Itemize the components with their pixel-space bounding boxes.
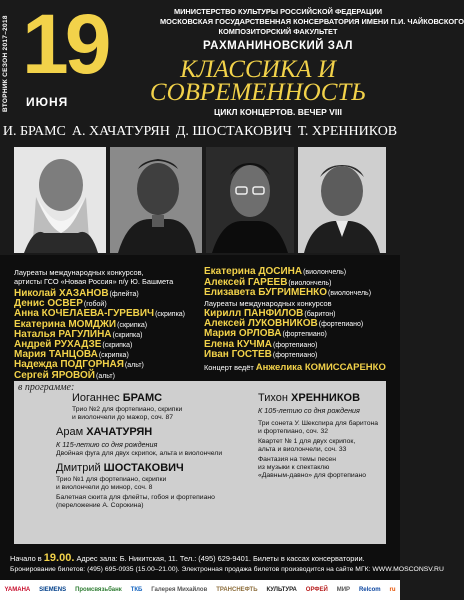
performer-rukhadze: Андрей РУХАДЗЕ(скрипка) [14,339,133,350]
performer-podgornaya: Надежда ПОДГОРНАЯ(альт) [14,359,144,371]
program-khrennikov-note: К 105-летию со дня рождения [258,406,360,415]
sponsor-kultura: КУЛЬТУРА [266,587,297,593]
program-shostakovich-name: Дмитрий ШОСТАКОВИЧ [56,462,184,474]
performer-ragulina: Наталья РАГУЛИНА(скрипка) [14,328,143,340]
program-khrennikov-work-7: «Давным-давно» для фортепиано [258,472,367,479]
sponsor-relcom: Relcom [358,587,381,593]
program-label: в программе: [18,382,75,393]
org-line-faculty: КОМПОЗИТОРСКИЙ ФАКУЛЬТЕТ [218,27,338,36]
program-khrennikov-work-3: Квартет № 1 для двух скрипок, [258,438,356,445]
title-line-2: СОВРЕМЕННОСТЬ [149,79,367,106]
right-intro: Лауреаты международных конкурсов [204,299,332,308]
program-khachaturian-note: К 115-летию со дня рождения [56,440,158,449]
cycle-subtitle: ЦИКЛ КОНЦЕРТОВ. ВЕЧЕР VIII [214,107,342,117]
left-intro-1: Лауреаты международных конкурсов, [14,268,144,277]
sponsor-promsvyazbank: Промсвязьбанк [75,587,122,593]
org-line-conservatory: МОСКОВСКАЯ ГОСУДАРСТВЕННАЯ КОНСЕРВАТОРИЯ ИМЕНИ П.И. ЧАЙКОВСКОГО [160,17,464,26]
performer-kochelaeva: Анна КОЧЕЛАЕВА-ГУРЕВИЧ(скрипка) [14,308,186,320]
performer-gareev: Алексей ГАРЕЕВ(виолончель) [204,276,332,288]
performer-yarovoy: Сергей ЯРОВОЙ(альт) [14,369,115,381]
performer-lukovnikov: Алексей ЛУКОВНИКОВ(фортепиано) [204,318,364,330]
performer-gostev: Иван ГОСТЕВ(фортепиано) [204,348,318,360]
sponsor-transneft: ТРАНСНЕФТЬ [216,587,258,593]
footer-start-line: Начало в 19.00. Адрес зала: Б. Никитская, 11. Тел.: (495) 629-9401. Билеты в кассах консерватории. [10,552,365,564]
program-khrennikov-work-2: и фортепиано, соч. 32 [258,428,329,435]
program-khrennikov-work-5: Фантазия на темы песен [258,456,337,463]
sponsor-orfey: ОРФЕЙ [305,587,328,593]
performer-osver: Денис ОСВЕР(гобой) [14,298,107,310]
portrait-shostakovich [206,147,294,253]
org-line-ministry: МИНИСТЕРСТВО КУЛЬТУРЫ РОССИЙСКОЙ ФЕДЕРАЦИИ [173,7,383,16]
portrait-khachaturian [110,147,202,253]
portrait-khrennikov [298,147,386,253]
performer-panfilov: Кирилл ПАНФИЛОВ(баритон) [204,308,336,319]
performer-bugrimenko: Елизавета БУГРИМЕНКО(виолончель) [204,287,372,298]
sponsor-ru: ru [389,587,396,593]
program-shostakovich-work-2: и виолончели до минор, соч. 8 [56,484,153,491]
performer-tantsova: Мария ТАНЦОВА(скрипка) [14,349,129,361]
program-shostakovich-work-4: (переложение А. Сорокина) [56,502,144,509]
program-shostakovich-work-1: Трио №1 для фортепиано, скрипки [56,476,167,483]
title-line-1: КЛАССИКА И [180,56,336,83]
performer-kuchma: Елена КУЧМА(фортепиано) [204,338,318,350]
concert-day: 19 [22,0,108,91]
sponsor-galereya: Галерея Михайлов [151,587,208,593]
sponsor-tkb: ТКБ [130,587,143,593]
sponsor-siemens: SIEMENS [39,587,67,593]
composer-khrennikov: Т. ХРЕННИКОВ [297,124,398,139]
hall-name: РАХМАНИНОВСКИЙ ЗАЛ [203,40,353,52]
footer-booking-line: Бронирование билетов: (495) 695-0935 (15.00–21.00). Электронная продажа билетов производится на сайте МГК: WWW.MOSCONSV.RU [10,566,444,573]
composer-khachaturian: А. ХАЧАТУРЯН [71,124,170,139]
program-khrennikov-work-6: из музыки к спектаклю [258,464,330,471]
program-shostakovich-work-3: Балетная сюита для флейты, гобоя и фортепиано [56,494,215,501]
performer-dosina: Екатерина ДОСИНА(виолончель) [204,266,347,277]
concert-host: Концерт ведёт Анжелика КОМИССАРЕНКО [204,362,386,373]
performer-khazanov: Николай ХАЗАНОВ(флейта) [14,288,139,299]
season-vertical-label: ВТОРНИК СЕЗОН 2017–2018 [2,15,9,113]
program-khachaturian-name: Арам ХАЧАТУРЯН [56,426,153,438]
program-brahms-work-1: Трио №2 для фортепиано, скрипки [72,406,183,413]
sponsors-strip [0,580,400,600]
performer-momdzhi: Екатерина МОМДЖИ(скрипка) [14,318,148,330]
sponsor-yamaha: YAMAHA [4,587,31,593]
performer-orlova: Мария ОРЛОВА(фортепиано) [204,328,327,340]
left-intro-2: артисты ГСО «Новая Россия» п/у Ю. Башмета [14,277,174,286]
sponsor-mir: МИР [336,587,351,593]
composers-band [0,120,400,144]
program-brahms-work-2: и виолончели до мажор, соч. 87 [72,414,174,421]
portrait-brahms [14,147,106,253]
program-brahms-name: Иоганнес БРАМС [72,392,163,404]
program-khrennikov-work-4: альта и виолончели, соч. 33 [258,446,347,453]
program-khrennikov-work-1: Три сонета У. Шекспира для баритона [258,420,379,427]
composer-shostakovich: Д. ШОСТАКОВИЧ [175,124,292,139]
concert-month: ИЮНЯ [26,95,69,109]
program-khachaturian-work-1: Двойная фуга для двух скрипок, альта и виолончели [56,450,223,457]
program-khrennikov-name: Тихон ХРЕННИКОВ [258,392,361,404]
composer-brahms: И. БРАМС [2,124,66,139]
